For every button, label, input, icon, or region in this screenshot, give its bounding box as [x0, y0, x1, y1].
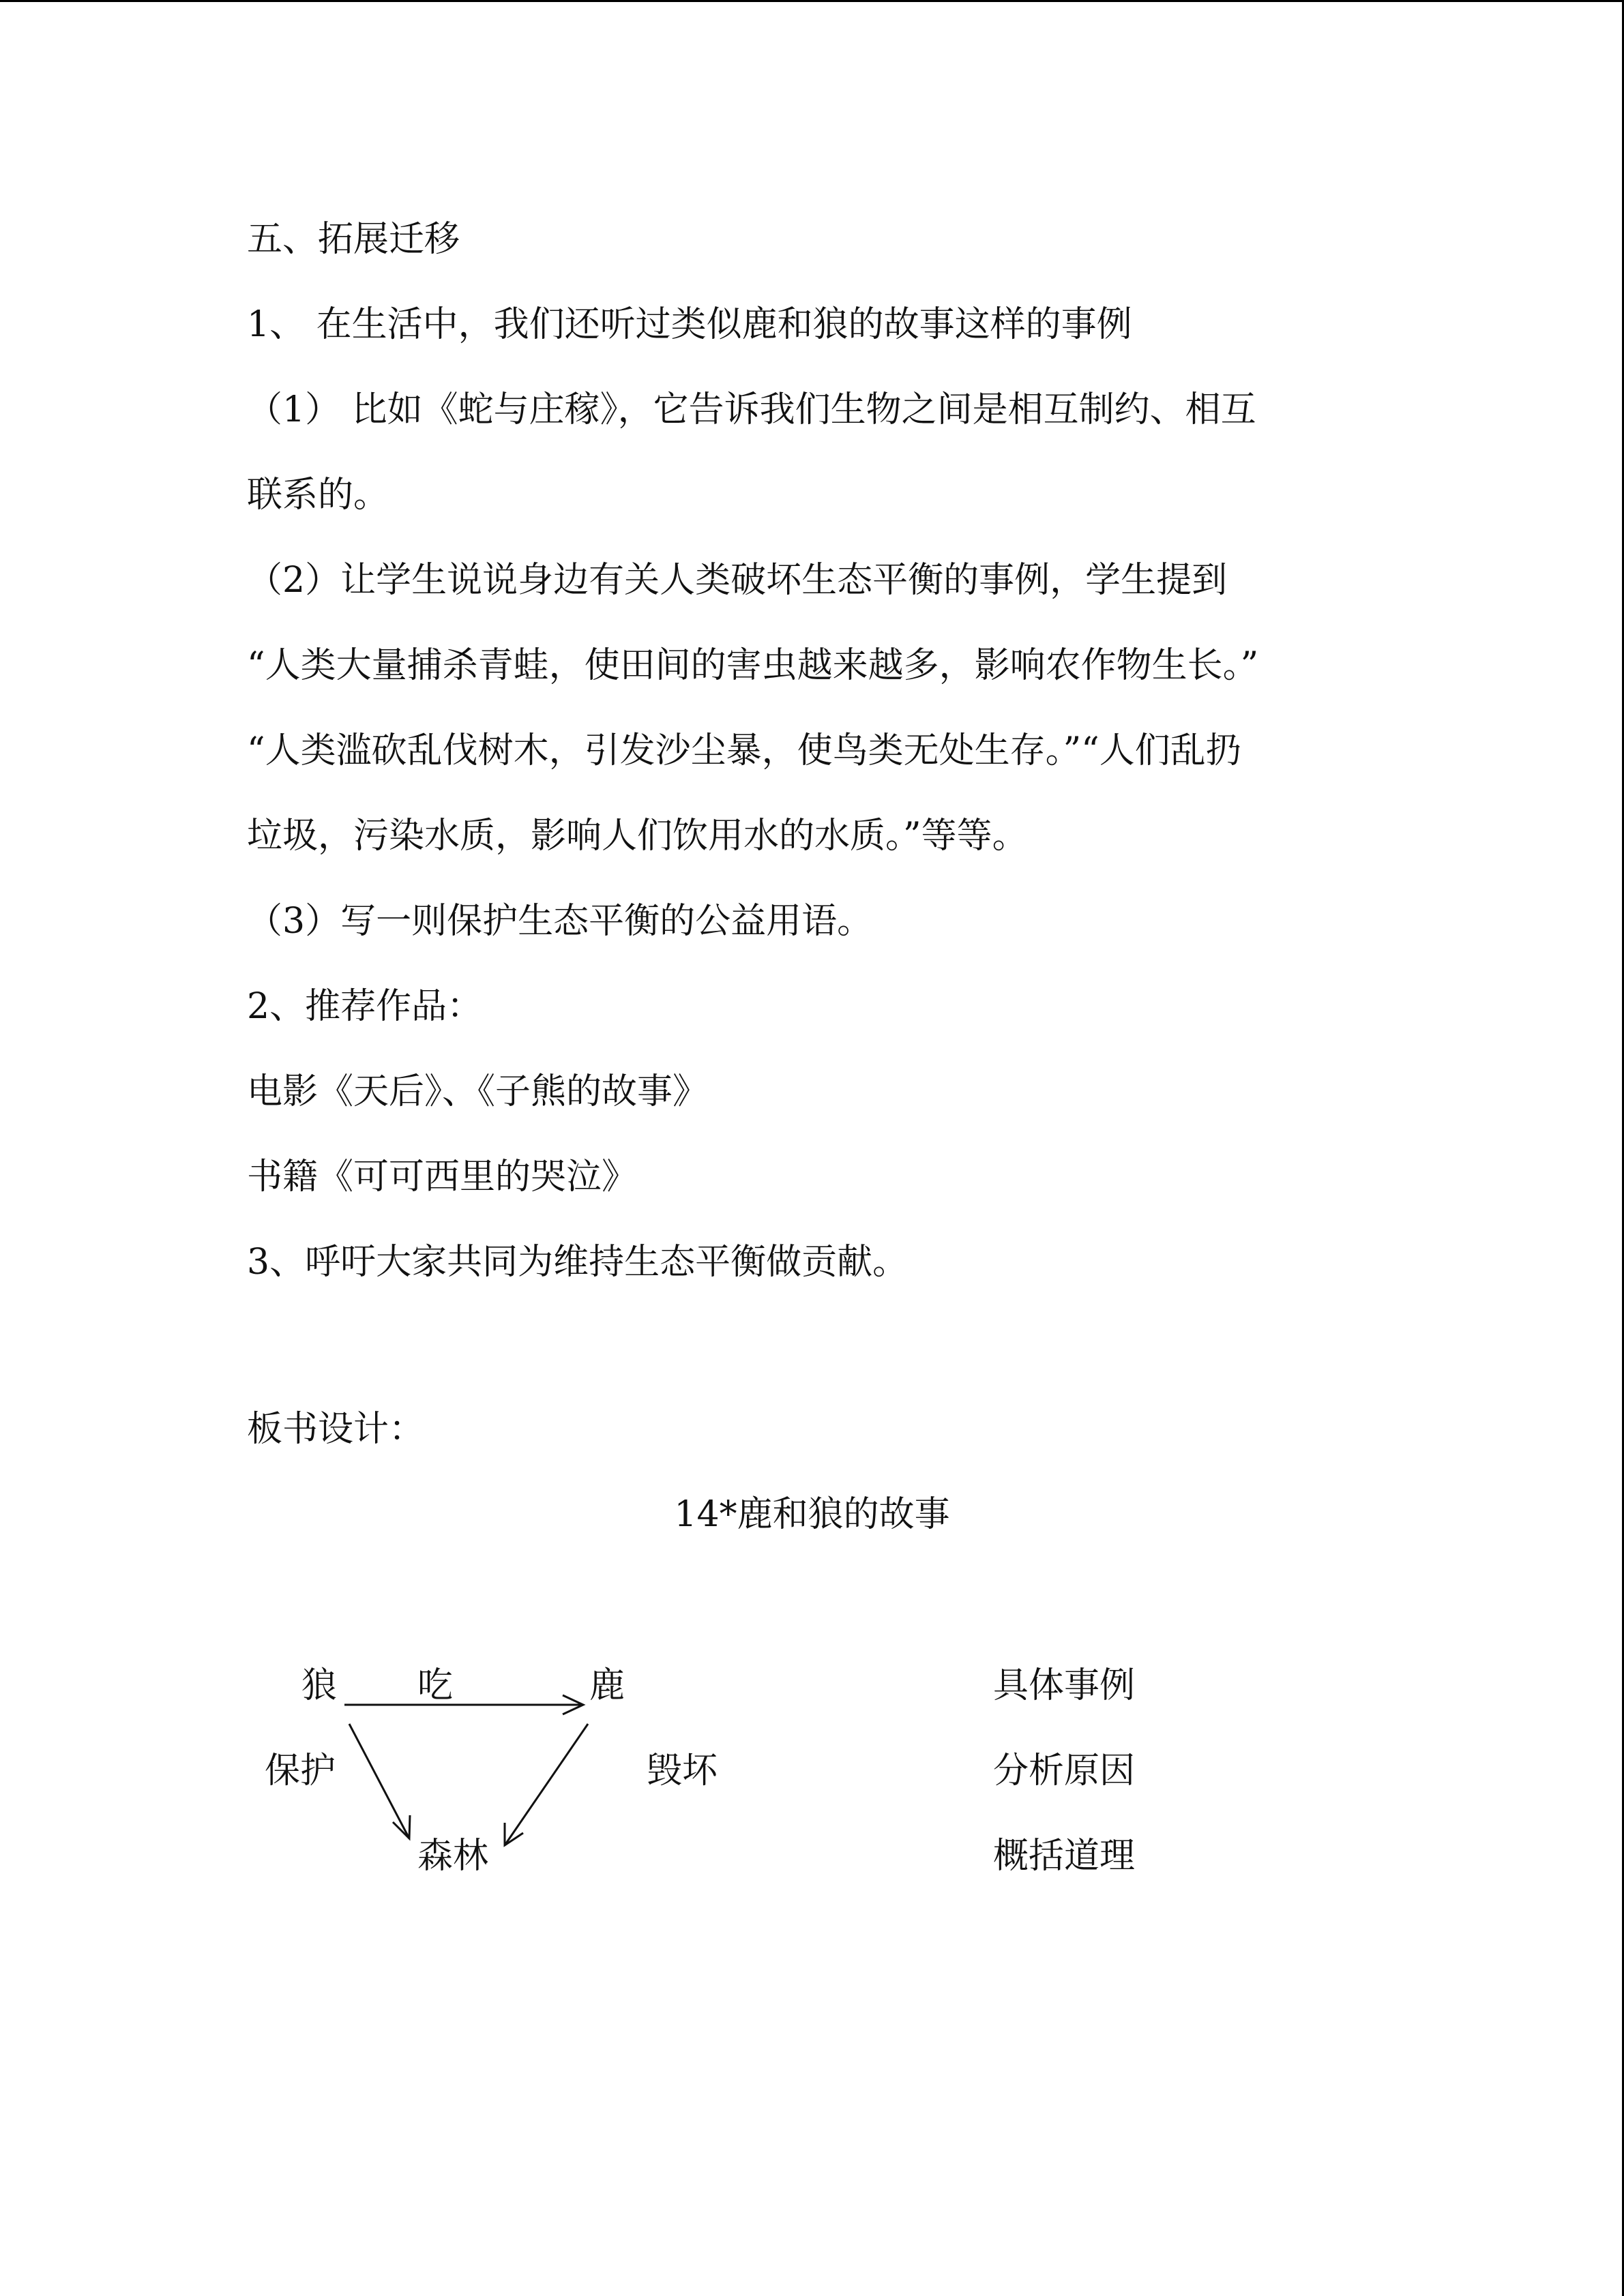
- eat-label: 吃: [417, 1665, 454, 1706]
- text-line-5: “人类大量捕杀青蛙，使田间的害虫越来越多，影响农作物生长。”: [247, 645, 1259, 686]
- text-line-3: 联系的。: [247, 475, 389, 516]
- text-line-11: 书籍《可可西里的哭泣》: [247, 1157, 638, 1197]
- text-line-10: 电影《天后》、《子熊的故事》: [247, 1071, 709, 1112]
- step-analyze-reasons: 分析原因: [993, 1750, 1136, 1791]
- board-title: 14*鹿和狼的故事: [674, 1494, 950, 1535]
- text-line-4: （2）让学生说说身边有关人类破坏生态平衡的事例，学生提到: [247, 560, 1228, 601]
- step-summarize-principle: 概括道理: [993, 1836, 1136, 1877]
- text-line-2: （1） 比如《蛇与庄稼》，它告诉我们生物之间是相互制约、相互: [247, 389, 1256, 430]
- text-line-9: 2、推荐作品：: [247, 986, 483, 1027]
- text-line-1: 1、 在生活中，我们还听过类似鹿和狼的故事这样的事例: [247, 304, 1132, 345]
- text-line-6: “人类滥砍乱伐树木，引发沙尘暴，使鸟类无处生存。”“人们乱扔: [247, 730, 1241, 771]
- forest-label: 森林: [417, 1836, 489, 1877]
- protect-label: 保护: [265, 1750, 336, 1791]
- destroy-label: 毁坏: [647, 1750, 718, 1791]
- text-line-7: 垃圾，污染水质，影响人们饮用水的水质。”等等。: [247, 816, 1028, 856]
- wolf-label: 狼: [301, 1665, 338, 1706]
- text-line-8: （3）写一则保护生态平衡的公益用语。: [247, 901, 873, 942]
- board-label: 板书设计：: [247, 1409, 425, 1450]
- text-line-12: 3、呼吁大家共同为维持生态平衡做贡献。: [247, 1242, 909, 1283]
- section-heading: 五、拓展迁移: [247, 219, 460, 260]
- step-specific-examples: 具体事例: [993, 1665, 1136, 1706]
- deer-label: 鹿: [589, 1665, 625, 1706]
